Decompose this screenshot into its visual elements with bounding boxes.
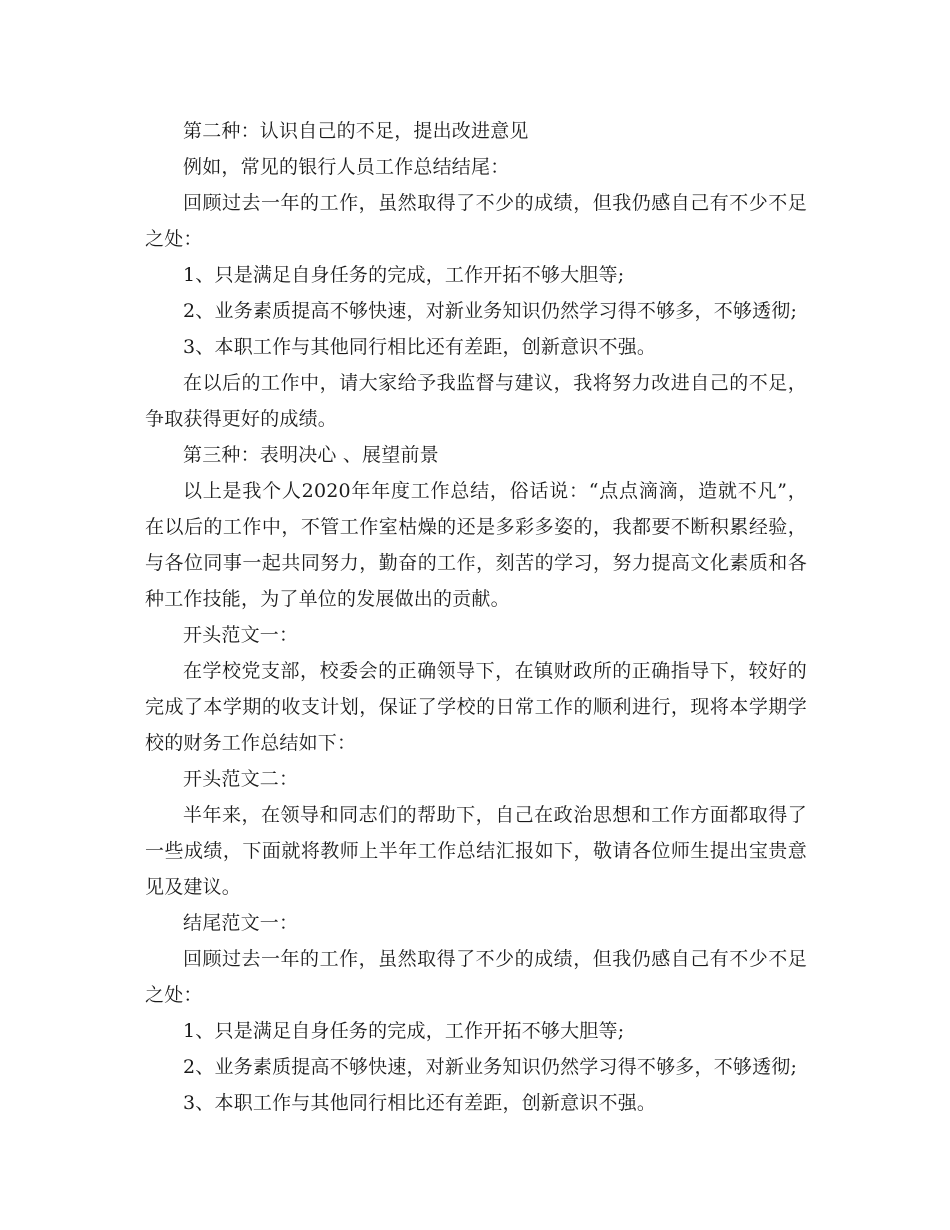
paragraph: 3、本职工作与其他同行相比还有差距，创新意识不强。 [183, 336, 657, 358]
paragraph: 结尾范文一： [183, 912, 299, 934]
paragraph: 第二种：认识自己的不足，提出改进意见 [183, 120, 529, 142]
paragraph: 回顾过去一年的工作，虽然取得了不少的成绩，但我仍感自己有不少不足之处： [145, 948, 807, 1006]
paragraph: 2、业务素质提高不够快速，对新业务知识仍然学习得不够多，不够透彻; [183, 1056, 798, 1078]
paragraph: 1、只是满足自身任务的完成，工作开拓不够大胆等; [183, 264, 625, 286]
paragraph: 开头范文二： [183, 768, 299, 790]
paragraph: 2、业务素质提高不够快速，对新业务知识仍然学习得不够多，不够透彻; [183, 300, 798, 322]
paragraph: 在以后的工作中，请大家给予我监督与建议，我将努力改进自己的不足，争取获得更好的成绩。 [145, 372, 807, 430]
paragraph: 在学校党支部，校委会的正确领导下，在镇财政所的正确指导下，较好的完成了本学期的收支计划，保证了学校的日常工作的顺利进行，现将本学期学校的财务工作总结如下： [145, 660, 807, 754]
paragraph: 开头范文一： [183, 624, 299, 646]
paragraph: 半年来，在领导和同志们的帮助下，自己在政治思想和工作方面都取得了一些成绩，下面就将教师上半年工作总结汇报如下，敬请各位师生提出宝贵意见及建议。 [145, 804, 807, 898]
paragraph: 第三种：表明决心 、展望前景 [183, 444, 439, 466]
document-body [145, 113, 807, 1121]
paragraph: 1、只是满足自身任务的完成，工作开拓不够大胆等; [183, 1020, 625, 1042]
paragraph: 3、本职工作与其他同行相比还有差距，创新意识不强。 [183, 1092, 657, 1114]
paragraph: 回顾过去一年的工作，虽然取得了不少的成绩，但我仍感自己有不少不足之处： [145, 192, 807, 250]
paragraph: 例如，常见的银行人员工作总结结尾： [183, 156, 510, 178]
paragraph: 以上是我个人2020年年度工作总结，俗话说：“点点滴滴，造就不凡”，在以后的工作中，不管工作室枯燥的还是多彩多姿的，我都要不断积累经验，与各位同事一起共同努力，勤奋的工作，刻苦的学习，努力提高文化素质和各种工作技能，为了单位的发展做出的贡献。 [145, 480, 807, 610]
